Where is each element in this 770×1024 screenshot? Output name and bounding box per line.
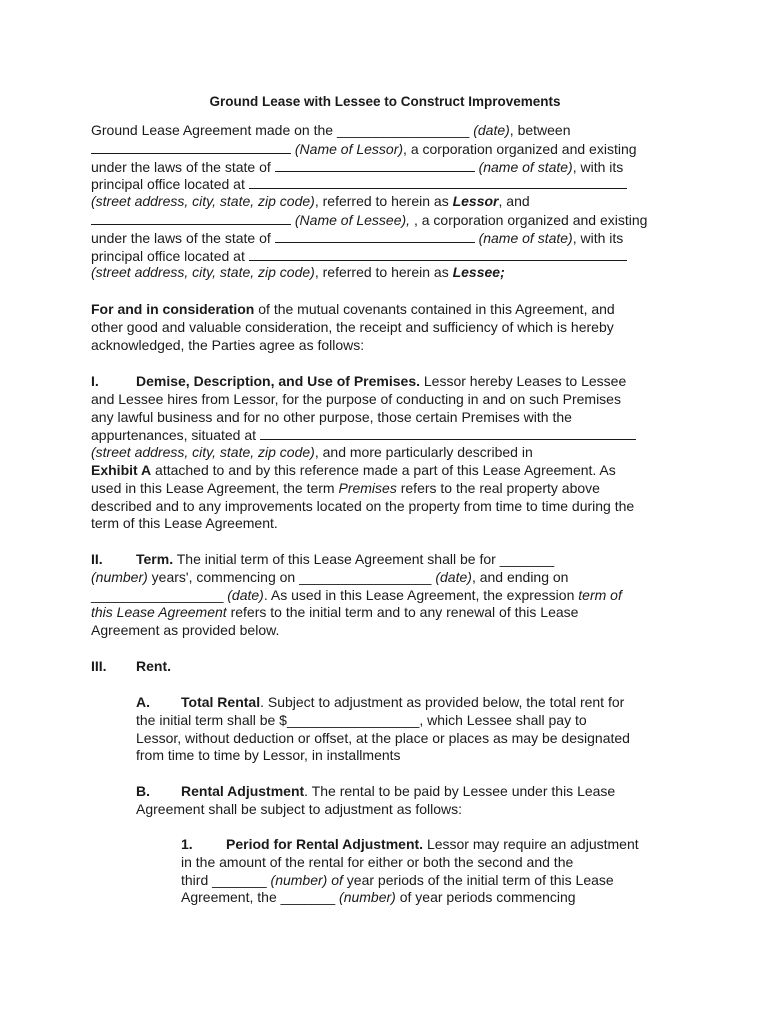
section-heading: Demise, Description, and Use of Premises. <box>136 373 420 389</box>
consideration-paragraph: For and in consideration of the mutual covenants contained in this Agreement, and other good and valuable consideration, the receipt and sufficiency of which is hereby acknowledged, the Parties agree as follows: <box>91 301 615 353</box>
section-heading: Term. <box>136 551 174 567</box>
subsection-rental-adjustment: B. Rental Adjustment. The rental to be paid by Lessee under this Lease Agreement shall be subject to adjustment as follows: <box>136 783 616 817</box>
lessee-address-blank <box>249 247 627 261</box>
premises-address-blank <box>260 426 636 440</box>
lessee-name-blank <box>91 211 291 225</box>
section-term: II. Term. The initial term of this Lease Agreement shall be for _______ (number) years', commencing on _________________ (date), and ending on _________________ (date). As used in this Lease Agreement, the expression term of this Lease Agreement refers to the initial term and to any renewal of this Lease Agreement as provided below. <box>91 551 622 639</box>
date-blank: _________________ <box>336 122 470 138</box>
lessor-state-blank <box>275 158 475 172</box>
lessee-state-blank <box>275 229 475 243</box>
section-heading: Rent. <box>136 658 171 674</box>
lessor-address-blank <box>249 175 627 189</box>
subsection-total-rental: A. Total Rental. Subject to adjustment as provided below, the total rent for the initial term shall be $_________________, which Lessee shall pay to Lessor, without deduction or offset, at the place or places as may be designated from time to time by Lessor, in installments <box>136 694 630 764</box>
item-period-adjustment: 1. Period for Rental Adjustment. Lessor may require an adjustment in the amount of the rental for either or both the second and the third _______ (number) of year periods of the initial term of this Lease Agreement, the _______ (number) of year periods commencing <box>181 836 639 906</box>
intro-paragraph: Ground Lease Agreement made on the _________________ (date), between (Name of Lessor), a corporation organized and existing under the laws of the state of (name of state), with its principal office located at (street address, city, state, zip code), referred to herein as Lessor, and (Name of Lessee), , a corporation organized and existing under the laws of the state of (name of state), with its principal office located at (street address, city, state, zip code), referred to herein as Lessee; <box>91 122 648 281</box>
section-demise: I. Demise, Description, and Use of Premises. Lessor hereby Leases to Lessee and Lessee hires from Lessor, for the purpose of conducting in and on such Premises any lawful business and for no other purpose, those certain Premises with the appurtenances, situated at (street address, city, state, zip code), and more particularly described in Exhibit A attached to and by this reference made a part of this Lease Agreement. As used in this Lease Agreement, the term Premises refers to the real property above described and to any improvements located on the property from time to time during the term of this Lease Agreement. <box>91 373 635 532</box>
lessor-name-blank <box>91 140 291 154</box>
document-title: Ground Lease with Lessee to Construct Improvements <box>209 94 561 109</box>
section-rent: III. Rent. <box>91 658 171 674</box>
